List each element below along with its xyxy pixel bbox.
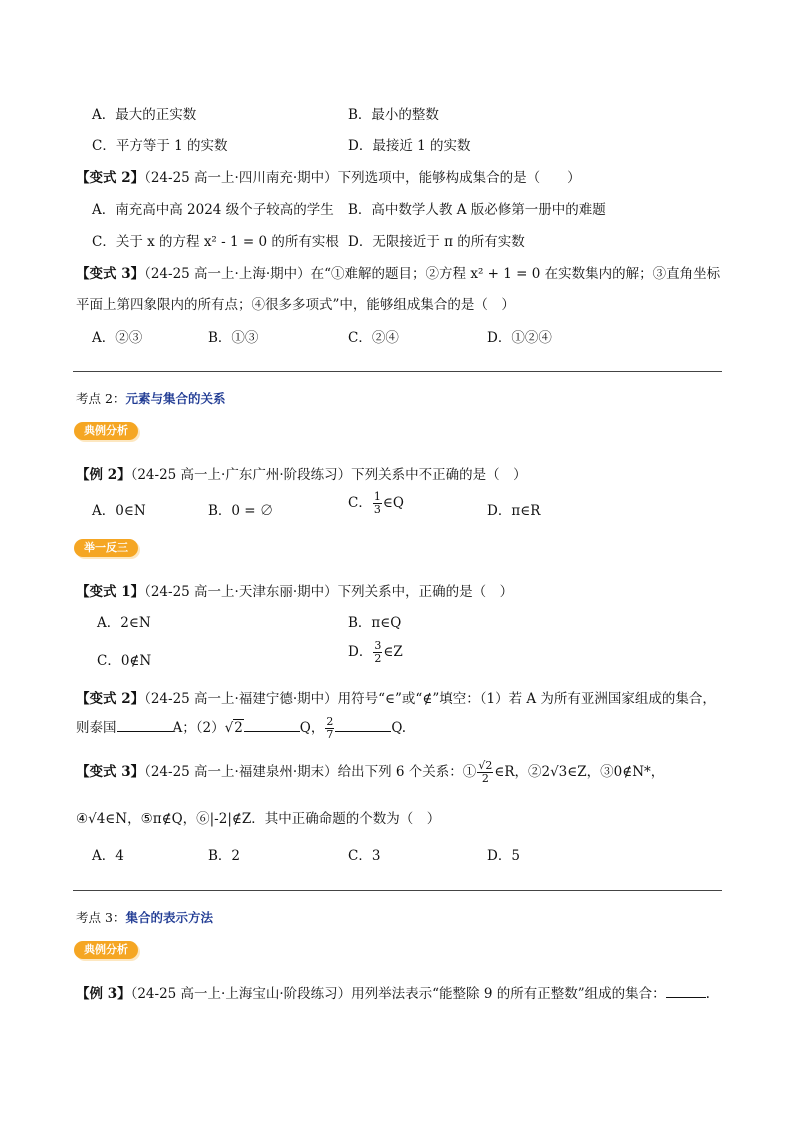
b2-fraction xyxy=(325,716,334,741)
b3-stem-b: ∈R，②2√3∈Z，③0∉N*， xyxy=(494,764,665,780)
b3-line2: ④√4∈N，⑤π∉Q，⑥|-2|∉Z．其中正确命题的个数为（ ） xyxy=(76,811,441,827)
ex3-end: . xyxy=(705,986,710,1002)
badge-example: 典例分析 xyxy=(74,422,138,440)
v2-stem: （24-25 高一上·四川南充·期中）下列选项中，能够构成集合的是（ ） xyxy=(144,170,581,186)
b1-option-a: A．2∈N xyxy=(97,615,151,631)
b1-tag: 【变式 1】 xyxy=(76,584,145,600)
v2-tag: 【变式 2】 xyxy=(76,170,145,186)
v3-stem-line1: （24-25 高一上·上海·期中）在“①难解的题目；②方程 x² + 1 = 0 在实数集内的解；③直角坐标 xyxy=(144,266,721,282)
b2-question xyxy=(76,687,716,707)
b1-d-fraction xyxy=(373,640,382,665)
b1-option-c: C．0∉N xyxy=(97,653,152,669)
ex2-tag: 【例 2】 xyxy=(76,467,131,483)
b3-option-b: B．2 xyxy=(208,848,241,864)
kd2-label: 考点 2： xyxy=(76,391,126,406)
v3-stem-line2: 平面上第四象限内的所有点；④很多多项式”中，能够组成集合的是（ ） xyxy=(76,297,515,313)
b1-option-d xyxy=(348,640,403,665)
b3-option-d: D．5 xyxy=(487,848,520,864)
q1-option-b: B．最小的整数 xyxy=(348,107,439,123)
b3-question xyxy=(76,760,664,785)
b2-sqrt: 2 xyxy=(234,720,243,736)
b1-stem: （24-25 高一上·天津东丽·期中）下列关系中，正确的是（ ） xyxy=(144,584,514,600)
v3-tag: 【变式 3】 xyxy=(76,266,145,282)
b3-option-a: A．4 xyxy=(92,848,124,864)
b2-blank-1[interactable] xyxy=(117,719,173,732)
v2-option-b: B．高中数学人教 A 版必修第一册中的难题 xyxy=(348,202,606,218)
badge-example: 典例分析 xyxy=(74,941,138,959)
b3-stem-a: （24-25 高一上·福建泉州·期末）给出下列 6 个关系：① xyxy=(144,764,477,780)
b1-d-suffix: ∈Z xyxy=(383,644,403,660)
v3-option-a: A．②③ xyxy=(92,330,143,346)
ex2-option-a: A．0∈N xyxy=(92,503,146,519)
ex2-c-fraction xyxy=(373,491,382,516)
b3-frac-den: 2 xyxy=(481,772,489,785)
ex2-option-d: D．π∈R xyxy=(487,503,541,519)
b3-fraction xyxy=(477,760,493,785)
kd2-title: 元素与集合的关系 xyxy=(125,391,226,406)
b2-blank-2[interactable] xyxy=(244,719,300,732)
ex2-question xyxy=(76,463,527,483)
ex2-c-prefix: C． xyxy=(348,495,372,511)
section-divider xyxy=(73,371,722,372)
v2-option-d: D．无限接近于 π 的所有实数 xyxy=(348,234,525,250)
q1-option-a: A．最大的正实数 xyxy=(92,107,197,123)
ex3-question xyxy=(76,982,710,1002)
b2-frac-den: 7 xyxy=(326,728,334,741)
ex2-c-num: 1 xyxy=(373,490,381,503)
b2-line2: 则泰国 A；（2）√2 Q， $\frac{2}{7}$ Q. xyxy=(76,715,407,741)
v2-question xyxy=(76,166,581,186)
v3-question xyxy=(76,262,720,282)
b3-tag: 【变式 3】 xyxy=(76,764,145,780)
b2-line2-d: Q. xyxy=(391,720,407,736)
section-divider xyxy=(73,890,722,891)
ex3-stem: （24-25 高一上·上海宝山·阶段练习）用列举法表示“能整除 9 的所有正整数”组成的集合： xyxy=(130,986,666,1002)
b1-option-b: B．π∈Q xyxy=(348,615,402,631)
ex2-c-suffix: ∈Q xyxy=(382,495,404,511)
v2-option-a: A．南充高中高 2024 级个子较高的学生 xyxy=(92,202,334,218)
badge-practice: 举一反三 xyxy=(74,539,138,557)
ex2-c-den: 3 xyxy=(373,503,381,516)
section-heading-kd3 xyxy=(76,908,213,926)
v3-option-b: B．①③ xyxy=(208,330,259,346)
v3-option-c: C．②④ xyxy=(348,330,399,346)
ex2-stem: （24-25 高一上·广东广州·阶段练习）下列关系中不正确的是（ ） xyxy=(130,467,527,483)
ex3-blank[interactable] xyxy=(666,985,706,998)
ex2-option-b: B．0 = ∅ xyxy=(208,503,274,519)
section-heading-kd2 xyxy=(76,389,225,407)
b1-question xyxy=(76,580,513,600)
b2-stem: （24-25 高一上·福建宁德·期中）用符号“∈”或“∉”填空：（1）若 A 为所有亚洲国家组成的集合， xyxy=(144,691,716,707)
q1-option-d: D．最接近 1 的实数 xyxy=(348,138,471,154)
ex2-option-c xyxy=(348,491,404,516)
b2-tag: 【变式 2】 xyxy=(76,691,145,707)
b2-frac-num: 2 xyxy=(326,715,334,728)
b2-blank-3[interactable] xyxy=(335,719,391,732)
b3-option-c: C．3 xyxy=(348,848,381,864)
b1-d-num: 3 xyxy=(374,639,382,652)
b3-frac-num: √2 xyxy=(478,759,493,772)
b1-d-den: 2 xyxy=(374,652,382,665)
b2-line2-b: A；（2） xyxy=(172,720,225,736)
v3-option-d: D．①②④ xyxy=(487,330,552,346)
b2-line2-a: 则泰国 xyxy=(76,720,117,736)
ex3-tag: 【例 3】 xyxy=(76,986,131,1002)
b1-d-prefix: D． xyxy=(348,644,373,660)
kd3-title: 集合的表示方法 xyxy=(125,910,213,925)
b2-line2-c: Q， xyxy=(299,720,325,736)
kd3-label: 考点 3： xyxy=(76,910,126,925)
v2-option-c: C．关于 x 的方程 x² - 1 = 0 的所有实根 xyxy=(92,234,339,250)
q1-option-c: C．平方等于 1 的实数 xyxy=(92,138,228,154)
